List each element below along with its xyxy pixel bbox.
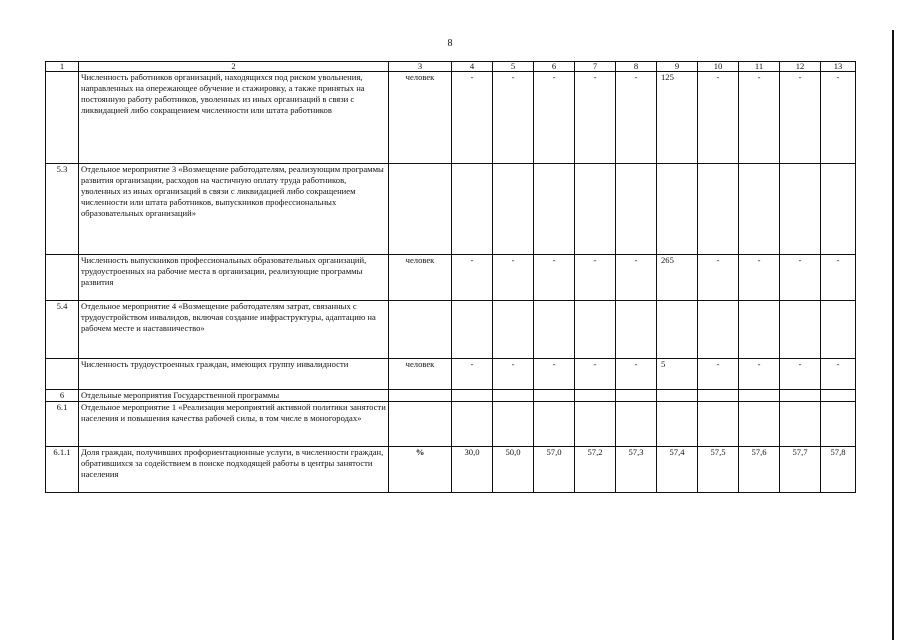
value-cell: - [493, 255, 534, 301]
value-cell: - [616, 255, 657, 301]
indicators-table [45, 61, 856, 493]
header-cell: 5 [493, 62, 534, 72]
header-cell: 10 [698, 62, 739, 72]
table-row [46, 164, 856, 255]
value-cell [534, 164, 575, 255]
value-cell [616, 390, 657, 402]
value-cell: - [739, 255, 780, 301]
table-row [46, 359, 856, 390]
row-description: Отдельное мероприятие 1 «Реализация мероприятий активной политики занятости населения и повышения качества рабочей силы, в том числе в моногородах» [79, 402, 389, 447]
row-number: 6 [46, 390, 79, 402]
value-cell [575, 402, 616, 447]
row-number: 6.1.1 [46, 447, 79, 493]
value-cell [739, 164, 780, 255]
value-cell: 125 [657, 72, 698, 164]
value-cell: - [575, 255, 616, 301]
header-cell: 9 [657, 62, 698, 72]
value-cell [534, 390, 575, 402]
row-unit [389, 402, 452, 447]
value-cell [739, 402, 780, 447]
value-cell [493, 164, 534, 255]
row-number: 5.4 [46, 301, 79, 359]
value-cell [575, 164, 616, 255]
row-number [46, 359, 79, 390]
value-cell: - [698, 359, 739, 390]
page-edge-line [892, 30, 894, 640]
value-cell: - [780, 359, 821, 390]
value-cell [493, 390, 534, 402]
row-description: Численность трудоустроенных граждан, имеющих группу инвалидности [79, 359, 389, 390]
table-row [46, 390, 856, 402]
row-unit [389, 390, 452, 402]
value-cell [616, 164, 657, 255]
value-cell: 57,5 [698, 447, 739, 493]
value-cell: - [698, 72, 739, 164]
value-cell: - [452, 72, 493, 164]
value-cell: 5 [657, 359, 698, 390]
value-cell [493, 402, 534, 447]
value-cell [821, 402, 856, 447]
row-number [46, 255, 79, 301]
value-cell: 30,0 [452, 447, 493, 493]
value-cell [534, 301, 575, 359]
table-row [46, 255, 856, 301]
header-row [46, 62, 856, 72]
value-cell [821, 164, 856, 255]
value-cell [739, 390, 780, 402]
header-cell: 13 [821, 62, 856, 72]
value-cell [780, 402, 821, 447]
row-unit: человек [389, 255, 452, 301]
row-description: Численность работников организаций, находящихся под риском увольнения, направленных на опережающее обучение и стажировку, а также принятых на постоянную работу работников, уволенных из иных организаций в связи с ликвидацией либо сокращением численности или штата работников [79, 72, 389, 164]
value-cell: 57,7 [780, 447, 821, 493]
value-cell [493, 301, 534, 359]
value-cell [821, 390, 856, 402]
row-unit [389, 164, 452, 255]
value-cell: - [534, 255, 575, 301]
value-cell: - [739, 72, 780, 164]
value-cell [780, 301, 821, 359]
value-cell [657, 164, 698, 255]
value-cell [452, 402, 493, 447]
header-cell: 12 [780, 62, 821, 72]
value-cell [821, 301, 856, 359]
header-cell: 8 [616, 62, 657, 72]
row-description: Отдельные мероприятия Государственной программы [79, 390, 389, 402]
value-cell [657, 301, 698, 359]
header-cell: 7 [575, 62, 616, 72]
row-description: Отдельное мероприятие 4 «Возмещение работодателям затрат, связанных с трудоустройством инвалидов, включая создание инфраструктуры, адаптацию на рабочем месте и наставничество» [79, 301, 389, 359]
value-cell: - [493, 72, 534, 164]
value-cell: - [821, 72, 856, 164]
value-cell [575, 301, 616, 359]
row-unit: человек [389, 359, 452, 390]
value-cell [657, 390, 698, 402]
header-cell: 4 [452, 62, 493, 72]
value-cell [452, 301, 493, 359]
page-number: 8 [447, 38, 453, 49]
value-cell: - [575, 72, 616, 164]
row-description: Отдельное мероприятие 3 «Возмещение работодателям, реализующим программы развития организации, расходов на частичную оплату труда работников, уволенных из иных организаций в связи с ликвидацией либо сокращением численности или штата работников, выпускников профессиональных образовательных организаций» [79, 164, 389, 255]
value-cell: - [698, 255, 739, 301]
value-cell: - [534, 359, 575, 390]
value-cell: 57,4 [657, 447, 698, 493]
value-cell [616, 402, 657, 447]
value-cell: - [739, 359, 780, 390]
table-row [46, 72, 856, 164]
value-cell [575, 390, 616, 402]
row-unit [389, 301, 452, 359]
value-cell [739, 301, 780, 359]
row-number [46, 72, 79, 164]
header-cell: 6 [534, 62, 575, 72]
value-cell: - [616, 359, 657, 390]
value-cell: 57,8 [821, 447, 856, 493]
value-cell: - [575, 359, 616, 390]
value-cell [452, 164, 493, 255]
value-cell: - [493, 359, 534, 390]
table-row [46, 301, 856, 359]
table-row [46, 447, 856, 493]
value-cell [698, 402, 739, 447]
value-cell [616, 301, 657, 359]
row-description: Численность выпускников профессиональных образовательных организаций, трудоустроенных на рабочие места в организации, реализующие программы развития [79, 255, 389, 301]
value-cell: - [452, 255, 493, 301]
value-cell [698, 390, 739, 402]
value-cell: - [452, 359, 493, 390]
value-cell [452, 390, 493, 402]
value-cell: - [534, 72, 575, 164]
row-unit: % [389, 447, 452, 493]
row-number: 5.3 [46, 164, 79, 255]
value-cell: 57,3 [616, 447, 657, 493]
value-cell [780, 164, 821, 255]
value-cell: - [821, 255, 856, 301]
value-cell: 57,2 [575, 447, 616, 493]
value-cell [534, 402, 575, 447]
header-cell: 11 [739, 62, 780, 72]
value-cell [780, 390, 821, 402]
header-cell: 2 [79, 62, 389, 72]
table-row [46, 402, 856, 447]
value-cell [698, 301, 739, 359]
value-cell: - [616, 72, 657, 164]
row-unit: человек [389, 72, 452, 164]
value-cell [698, 164, 739, 255]
row-description: Доля граждан, получивших профориентационные услуги, в численности граждан, обратившихся за содействием в поиске подходящей работы в центры занятости населения [79, 447, 389, 493]
header-cell: 1 [46, 62, 79, 72]
value-cell: 50,0 [493, 447, 534, 493]
row-number: 6.1 [46, 402, 79, 447]
value-cell: - [821, 359, 856, 390]
value-cell: 57,6 [739, 447, 780, 493]
value-cell: - [780, 255, 821, 301]
value-cell: 265 [657, 255, 698, 301]
value-cell: 57,0 [534, 447, 575, 493]
value-cell [657, 402, 698, 447]
value-cell: - [780, 72, 821, 164]
header-cell: 3 [389, 62, 452, 72]
